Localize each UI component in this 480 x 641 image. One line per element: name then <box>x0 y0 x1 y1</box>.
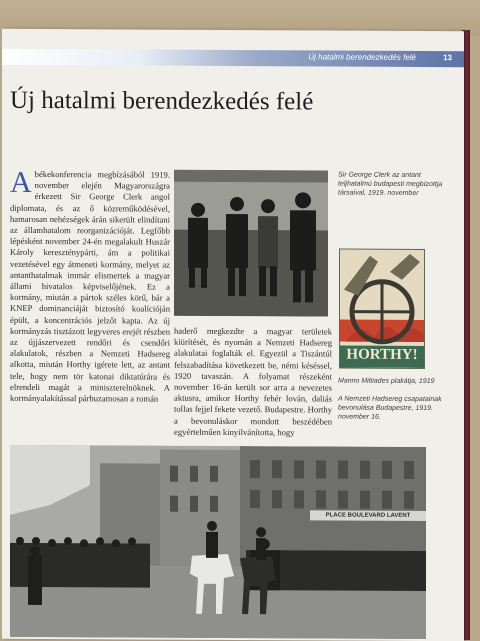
caption-poster-and-parade <box>338 377 456 423</box>
photo-clerk-group <box>174 170 328 317</box>
poster-slogan: HORTHY! <box>340 347 424 364</box>
photo-parade <box>10 445 426 639</box>
drop-cap: A <box>10 170 32 196</box>
caption-parade: A Nemzeti Hadsereg csapatainak bevonulása Budapestre, 1919. november 16. <box>338 396 442 421</box>
photo-parade-image <box>10 445 426 639</box>
photo-clerk-group-image <box>174 170 328 317</box>
page-number: 13 <box>443 53 452 62</box>
horthy-poster <box>339 249 425 369</box>
running-title: Új hatalmi berendezkedés felé <box>308 52 416 62</box>
body-text-column-2: haderő megkezdte a magyar területek kiürítését, és nyomán a Nemzeti Hadsereg alakulatai foglalták el. Egyezül a Tiszántúl felszabadítása következett be, némi késéssel, 1920 tavaszán. A folyamat részeként november 16-án került sor arra a nevezetes aktusra, amikor Horthy fehér lován, daliás tollas fejjel fekete vezető. Budapestre. Horthy a bevonuláskor mondott beszédében egyértelműen kinyilvánította, hogy <box>174 326 332 439</box>
caption-photo-clerk: Sir George Clerk az antant teljhatalmú budapesti megbízottja társaival, 1919. november <box>338 171 456 199</box>
book-page <box>2 29 464 641</box>
body-text-1: békekonferencia megbízásából 1919. november elején Magyarországra érkezett Sir George Clerk angol diplomata, és az ő közreműködésével, hamarosan nehézségek árán sikerült elindítani az államhatalom reorganizációját. Legfőbb lépésként november 24-én megalakult Huszár Károly kereszténypárti, ám a politikai vezetésével egy átmeneti kormány, melyet az antanthatalmak immár elismertek a magyar állami hivatalos képviselőjének. Ez a kormány, miután a pártok széles körű, bár a KNEP dominanciáját biztosító koalícióján épült, a koncentrációs jelzőt kapta. Az új kormányzás tisztázott legyveres erejét részben az újjászervezett rendőri és csendőri alakulatok, részben a Nemzeti Hadsereg alkotta, miután Horthy igérete lett, az antant tele, hogy nem tör katonai diktatúrára és elrendeli magát a miniszterelnöknek. A kormányalakítással párhuzamosan a román <box>10 169 170 404</box>
body-text-column-1 <box>10 169 170 405</box>
storefront-sign: PLACE BOULEVARD LAVENT <box>312 510 424 521</box>
caption-poster: Manno Miltiades plakátja, 1919 <box>338 378 435 386</box>
chapter-title: Új hatalmi berendezkedés felé <box>10 87 313 117</box>
